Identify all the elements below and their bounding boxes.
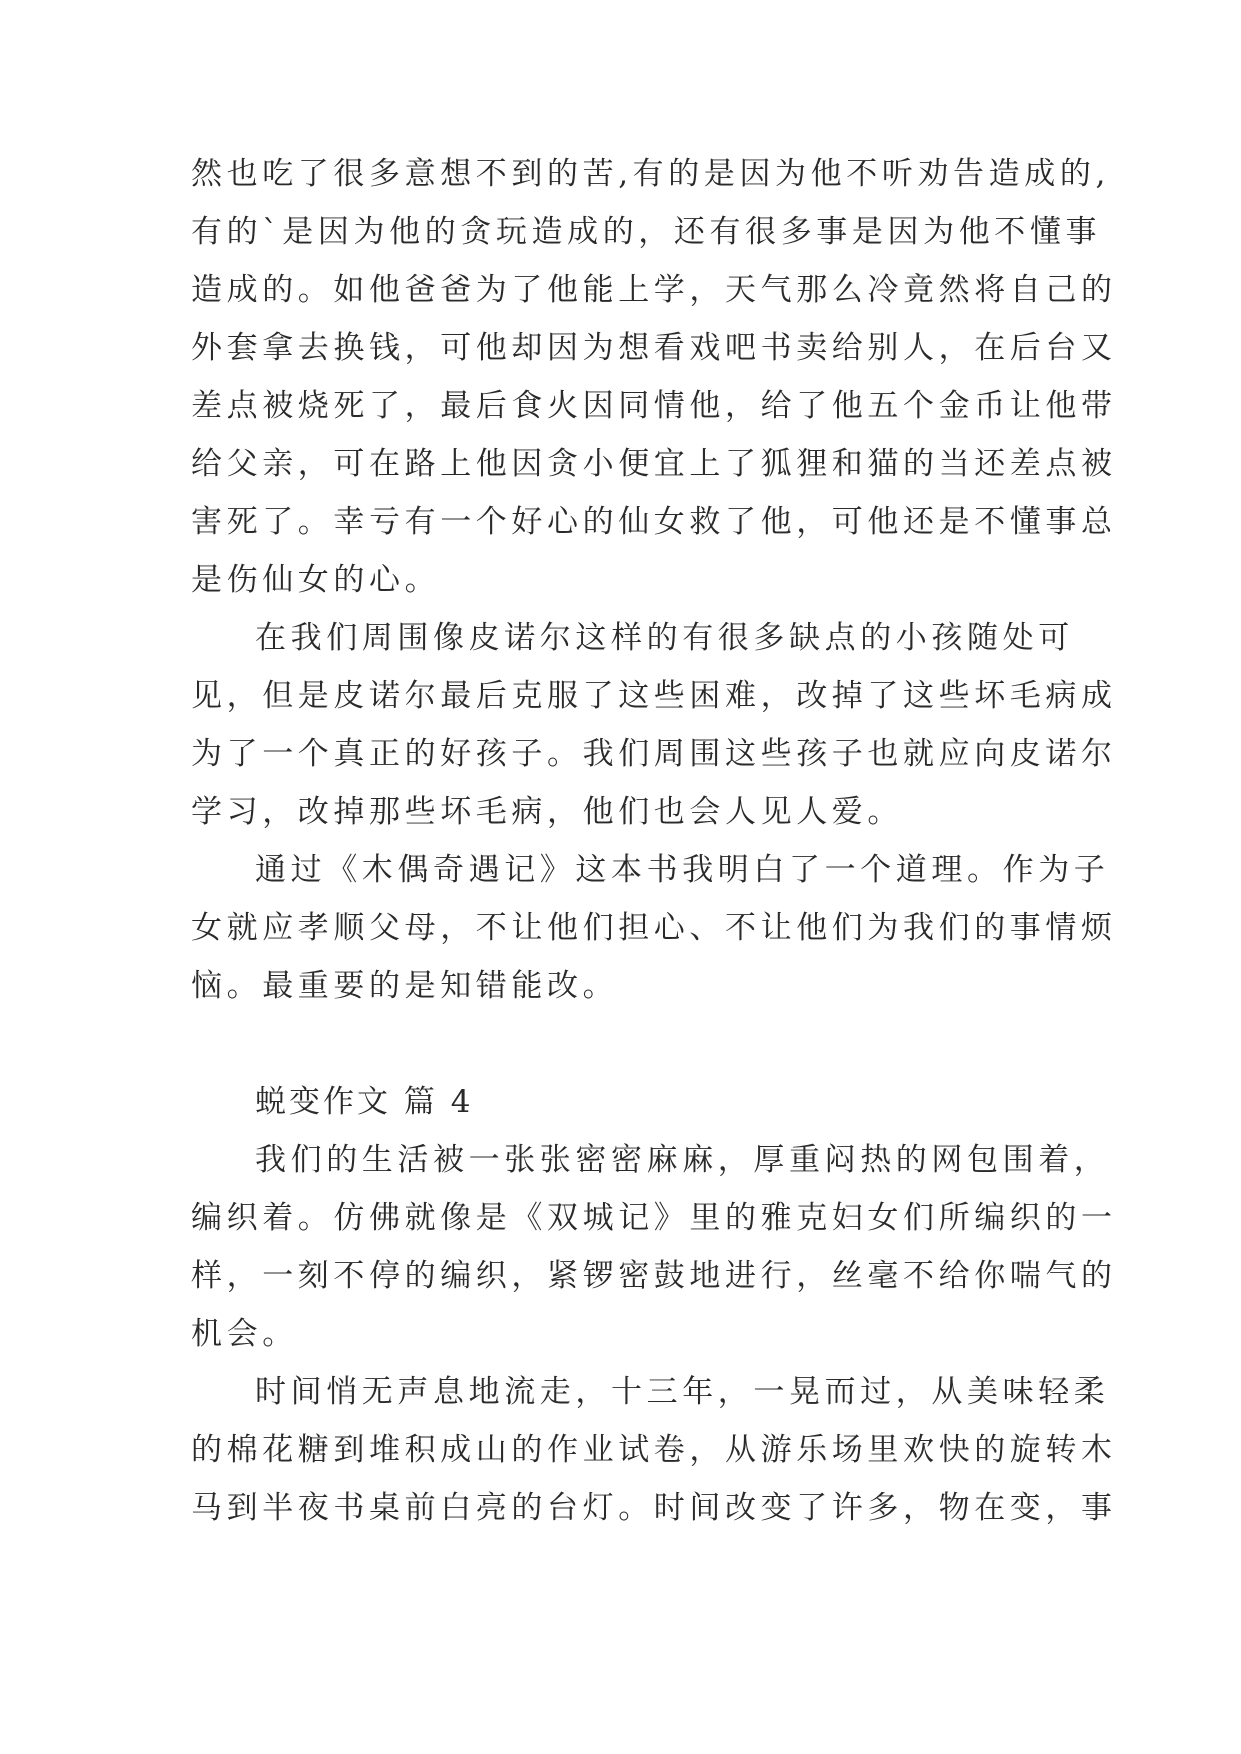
text-line: 恼。最重要的是知错能改。 — [191, 968, 619, 1004]
text-line: 造成的。如他爸爸为了他能上学，天气那么冷竟然将自己的 — [191, 272, 1117, 308]
paragraph-start: 在我们周围像皮诺尔这样的有很多缺点的小孩随处可 — [255, 620, 1074, 656]
text-line: 外套拿去换钱，可他却因为想看戏吧书卖给别人，在后台又 — [191, 330, 1117, 366]
section-heading: 蜕变作文 篇 4 — [255, 1084, 474, 1120]
text-line: 见，但是皮诺尔最后克服了这些困难，改掉了这些坏毛病成 — [191, 678, 1117, 714]
text-line: 的棉花糖到堆积成山的作业试卷，从游乐场里欢快的旋转木 — [191, 1432, 1117, 1468]
paragraph-start: 我们的生活被一张张密密麻麻，厚重闷热的网包围着， — [255, 1142, 1110, 1178]
text-line: 是伤仙女的心。 — [191, 562, 441, 598]
text-line: 害死了。幸亏有一个好心的仙女救了他，可他还是不懂事总 — [191, 504, 1117, 540]
text-line: 编织着。仿佛就像是《双城记》里的雅克妇女们所编织的一 — [191, 1200, 1117, 1236]
paragraph-start: 通过《木偶奇遇记》这本书我明白了一个道理。作为子 — [255, 852, 1110, 888]
text-line: 女就应孝顺父母，不让他们担心、不让他们为我们的事情烦 — [191, 910, 1117, 946]
text-line: 然也吃了很多意想不到的苦,有的是因为他不听劝告造成的, — [191, 156, 1110, 192]
text-line: 为了一个真正的好孩子。我们周围这些孩子也就应向皮诺尔 — [191, 736, 1117, 772]
text-line: 给父亲，可在路上他因贪小便宜上了狐狸和猫的当还差点被 — [191, 446, 1117, 482]
text-line: 机会。 — [191, 1316, 298, 1352]
text-line: 学习，改掉那些坏毛病，他们也会人见人爱。 — [191, 794, 903, 830]
paragraph-start: 时间悄无声息地流走，十三年，一晃而过，从美味轻柔 — [255, 1374, 1110, 1410]
text-line: 差点被烧死了，最后食火因同情他，给了他五个金币让他带 — [191, 388, 1117, 424]
text-line: 马到半夜书桌前白亮的台灯。时间改变了许多，物在变，事 — [191, 1490, 1117, 1526]
text-line: 有的`是因为他的贪玩造成的，还有很多事是因为他不懂事 — [191, 214, 1102, 250]
text-line: 样，一刻不停的编织，紧锣密鼓地进行，丝毫不给你喘气的 — [191, 1258, 1117, 1294]
